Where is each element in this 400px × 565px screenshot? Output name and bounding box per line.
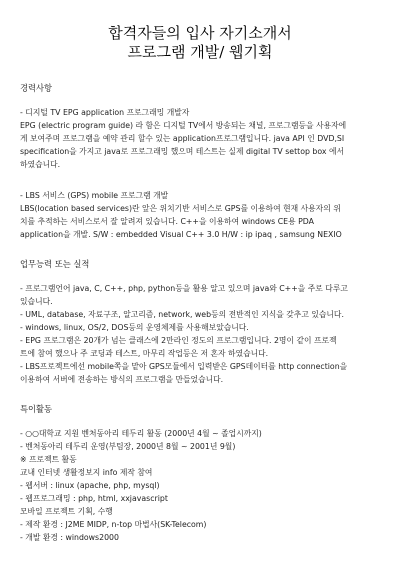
activities-line: - 웹프로그래밍 : php, html, xxjavascript bbox=[20, 494, 168, 503]
career-item-2-body-line: application을 개발. S/W : embedded Visual C++ 3.0 H/W : ip ipaq , samsung NEXIO bbox=[20, 230, 342, 239]
skills-line: 있습니다. bbox=[20, 297, 53, 306]
skills-line: - 프로그램언어 java, C, C++, php, python등을 활용 알고 있으며 java와 C++을 주로 다루고 bbox=[20, 284, 348, 293]
skills-line: - windows, linux, OS/2, DOS등의 운영체제를 사용해보았습니다. bbox=[20, 323, 249, 332]
activities-line: - 제작 환경 : J2ME MIDP, n-top 마법사(SK-Telecom) bbox=[20, 520, 207, 529]
section-heading-activities: 특이활동 bbox=[20, 404, 53, 414]
skills-line: - EPG 프로그램은 20개가 넘는 클래스에 2만라인 정도의 프로그램입니다. 2명이 같이 프로젝 bbox=[20, 336, 337, 345]
skills-line: - UML, database, 자료구조, 알고리즘, network, web등의 전반적인 지식을 갖추고 있습니다. bbox=[20, 310, 344, 319]
activities-line: - 웹서버 : linux (apache, php, mysql) bbox=[20, 481, 160, 490]
section-heading-career: 경력사항 bbox=[20, 83, 53, 93]
career-item-1-body-line: EPG (electric program guide) 라 함은 디지털 TV에서 방송되는 채널, 프로그램등을 사용자에 bbox=[20, 121, 347, 130]
career-item-1-body-line: 게 보여주며 프로그램을 예약 관리 할수 있는 application프로그램입니다. java API 인 DVD,SI bbox=[20, 134, 345, 143]
section-heading-skills: 업무능력 또는 실적 bbox=[20, 259, 90, 269]
activities-line: ※ 프로젝트 활동 bbox=[20, 455, 77, 464]
activities-line: - ○○대학교 지원 벤처동아리 테두리 활동 (2000년 4월 ~ 졸업시까지) bbox=[20, 429, 262, 438]
career-item-1-title: - 디지털 TV EPG application 프로그래밍 개발자 bbox=[20, 108, 190, 117]
skills-line: 트에 참여 했으나 주 코딩과 테스트, 마무리 작업등은 저 혼자 하였습니다. bbox=[20, 349, 269, 358]
activities-line: 모바일 프로젝트 기획, 수행 bbox=[20, 507, 113, 516]
career-item-1-body-line: specification을 가지고 java로 프로그래밍 했으며 테스트는 실제 digital TV settop box 에서 bbox=[20, 147, 345, 156]
document-title: 합격자들의 입사 자기소개서 bbox=[108, 24, 292, 42]
career-item-2-body-line: LBS(location based services)란 앞은 위치기반 서비스로 GPS를 이용하여 현재 사용자의 위 bbox=[20, 204, 341, 213]
career-item-1-body-line: 하였습니다. bbox=[20, 160, 61, 169]
skills-line: 이용하여 서버에 전송하는 방식의 프로그램을 만들었습니다. bbox=[20, 375, 224, 384]
activities-line: - 벤처동아리 테두리 운영(부팀장, 2000년 8월 ~ 2001년 9월) bbox=[20, 442, 236, 451]
skills-line: - LBS프로젝트에선 mobile쪽을 맡아 GPS모듈에서 입력받은 GPS데이터를 http connection을 bbox=[20, 362, 348, 371]
activities-line: - 개발 환경 : windows2000 bbox=[20, 533, 119, 542]
career-item-2-body-line: 치를 추적하는 서비스로서 잘 알려져 있습니다. C++을 이용하여 windows CE용 PDA bbox=[20, 217, 314, 226]
document-subtitle: 프로그램 개발/ 웹기획 bbox=[127, 43, 273, 61]
activities-line: 교내 인터넷 생활정보지 info 제작 참여 bbox=[20, 468, 153, 477]
career-item-2-title: - LBS 서비스 (GPS) mobile 프로그램 개발 bbox=[20, 191, 169, 200]
